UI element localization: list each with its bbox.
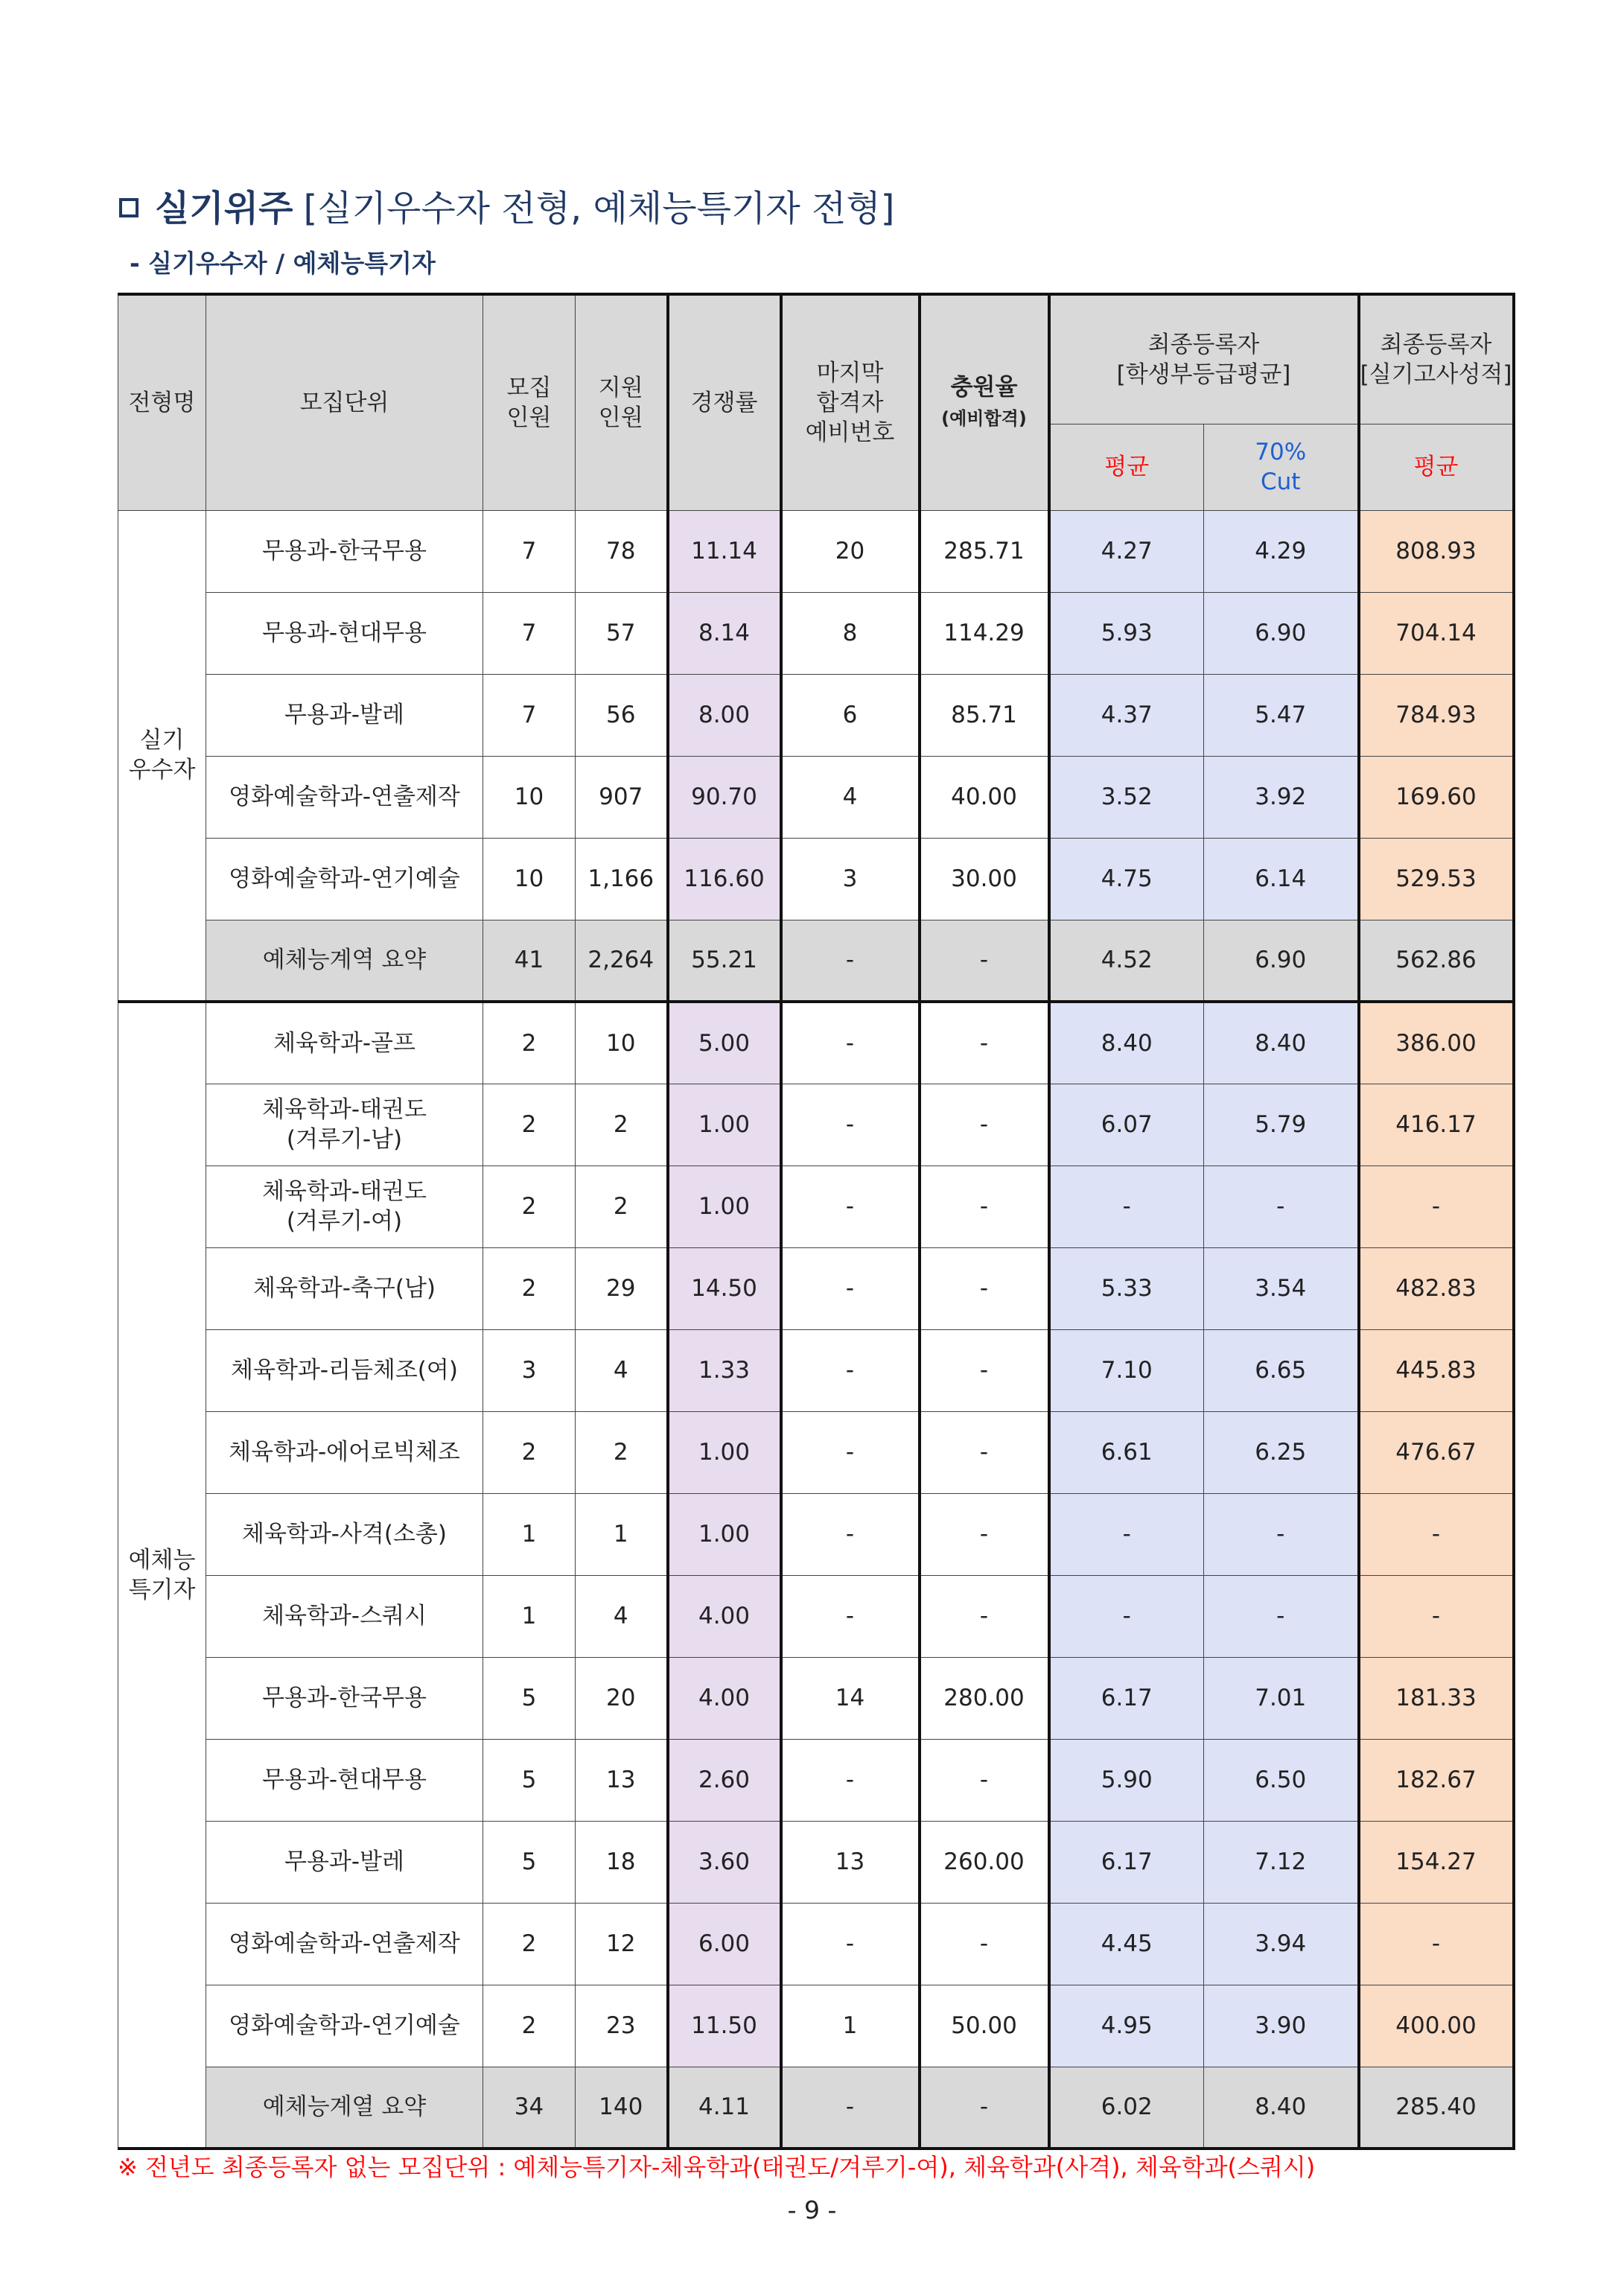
cell-unit: 영화예술학과-연기예술 <box>206 1985 483 2067</box>
cell-grade-cut: 8.40 <box>1204 2067 1359 2149</box>
cell-grade-cut: 7.01 <box>1204 1657 1359 1739</box>
table-row <box>118 1411 1514 1493</box>
table-row <box>118 592 1514 674</box>
cell-exam-avg: - <box>1359 1575 1514 1657</box>
admission-results-table <box>118 293 1515 2150</box>
cell-last-waitlist: - <box>781 1084 920 1166</box>
section-subtitle: - 실기우수자 / 예체능특기자 <box>130 249 436 278</box>
table-row <box>118 1247 1514 1329</box>
cell-fill-rate: - <box>920 1002 1049 1084</box>
table-row <box>118 1739 1514 1821</box>
cell-fill-rate: 285.71 <box>920 510 1049 592</box>
header-last-waitlist: 마지막 합격자 예비번호 <box>781 294 920 510</box>
table-row <box>118 1657 1514 1739</box>
cell-unit: 무용과-한국무용 <box>206 510 483 592</box>
cell-exam-avg: 154.27 <box>1359 1821 1514 1903</box>
cell-last-waitlist: 4 <box>781 756 920 838</box>
cell-ratio: 3.60 <box>668 1821 781 1903</box>
cell-exam-avg: 182.67 <box>1359 1739 1514 1821</box>
cell-grade-avg: - <box>1049 1575 1204 1657</box>
cell-exam-avg: 704.14 <box>1359 592 1514 674</box>
cell-fill-rate: - <box>920 1411 1049 1493</box>
cell-ratio: 8.14 <box>668 592 781 674</box>
cell-exam-avg: 169.60 <box>1359 756 1514 838</box>
cell-ratio: 8.00 <box>668 674 781 756</box>
cell-applicants: 56 <box>576 674 668 756</box>
cell-exam-avg: 416.17 <box>1359 1084 1514 1166</box>
cell-grade-cut: 3.94 <box>1204 1903 1359 1985</box>
cell-applicants: 2 <box>576 1084 668 1166</box>
cell-grade-cut: 8.40 <box>1204 1002 1359 1084</box>
cell-last-waitlist: - <box>781 1329 920 1411</box>
cell-fill-rate: 260.00 <box>920 1821 1049 1903</box>
cell-last-waitlist: - <box>781 1002 920 1084</box>
cell-applicants: 78 <box>576 510 668 592</box>
cell-grade-avg: 6.07 <box>1049 1084 1204 1166</box>
cell-applicants: 907 <box>576 756 668 838</box>
summary-row <box>118 2067 1514 2149</box>
cell-unit: 체육학과-태권도 (겨루기-남) <box>206 1084 483 1166</box>
cell-quota: 2 <box>483 1411 576 1493</box>
cell-applicants: 29 <box>576 1247 668 1329</box>
cell-last-waitlist: 13 <box>781 1821 920 1903</box>
cell-quota: 2 <box>483 1247 576 1329</box>
table-row <box>118 838 1514 920</box>
cell-applicants: 2 <box>576 1166 668 1247</box>
cell-last-waitlist: - <box>781 1903 920 1985</box>
cell-grade-cut: 4.29 <box>1204 510 1359 592</box>
cell-grade-avg: 4.75 <box>1049 838 1204 920</box>
cell-last-waitlist: - <box>781 2067 920 2149</box>
cell-ratio: 2.60 <box>668 1739 781 1821</box>
cell-exam-avg: 181.33 <box>1359 1657 1514 1739</box>
cell-unit: 체육학과-사격(소총) <box>206 1493 483 1575</box>
cell-exam-avg: 445.83 <box>1359 1329 1514 1411</box>
cell-fill-rate: 50.00 <box>920 1985 1049 2067</box>
cell-quota: 1 <box>483 1493 576 1575</box>
cell-quota: 5 <box>483 1739 576 1821</box>
table-row <box>118 1329 1514 1411</box>
cell-quota: 5 <box>483 1657 576 1739</box>
cell-ratio: 6.00 <box>668 1903 781 1985</box>
cell-quota: 1 <box>483 1575 576 1657</box>
cell-unit: 예체능계역 요약 <box>206 920 483 1002</box>
cell-fill-rate: - <box>920 1739 1049 1821</box>
table-row <box>118 510 1514 592</box>
cell-ratio: 1.00 <box>668 1084 781 1166</box>
cell-applicants: 2 <box>576 1411 668 1493</box>
cell-grade-avg: 6.17 <box>1049 1657 1204 1739</box>
cell-exam-avg: 808.93 <box>1359 510 1514 592</box>
header-type: 전형명 <box>118 294 206 510</box>
cell-ratio: 11.14 <box>668 510 781 592</box>
cell-quota: 5 <box>483 1821 576 1903</box>
cell-applicants: 140 <box>576 2067 668 2149</box>
cell-last-waitlist: 14 <box>781 1657 920 1739</box>
cell-last-waitlist: - <box>781 1493 920 1575</box>
cell-applicants: 23 <box>576 1985 668 2067</box>
cell-unit: 체육학과-태권도 (겨루기-여) <box>206 1166 483 1247</box>
cell-ratio: 14.50 <box>668 1247 781 1329</box>
header-fill-rate-label: 충원율 <box>950 373 1018 401</box>
cell-grade-avg: 6.61 <box>1049 1411 1204 1493</box>
header-fill-rate <box>920 294 1049 510</box>
cell-ratio: 4.00 <box>668 1657 781 1739</box>
cell-unit: 무용과-발레 <box>206 674 483 756</box>
cell-grade-cut: - <box>1204 1166 1359 1247</box>
cell-quota: 2 <box>483 1084 576 1166</box>
header-exam-avg: 평균 <box>1359 424 1514 510</box>
cell-applicants: 18 <box>576 1821 668 1903</box>
cell-ratio: 55.21 <box>668 920 781 1002</box>
cell-applicants: 1 <box>576 1493 668 1575</box>
cell-exam-avg: 784.93 <box>1359 674 1514 756</box>
cell-fill-rate: - <box>920 1903 1049 1985</box>
cell-fill-rate: 40.00 <box>920 756 1049 838</box>
cell-grade-avg: 5.93 <box>1049 592 1204 674</box>
cell-grade-avg: 5.33 <box>1049 1247 1204 1329</box>
cell-last-waitlist: - <box>781 1411 920 1493</box>
cell-grade-avg: 7.10 <box>1049 1329 1204 1411</box>
page-number: - 9 - <box>787 2195 837 2225</box>
cell-grade-cut: - <box>1204 1493 1359 1575</box>
cell-ratio: 4.11 <box>668 2067 781 2149</box>
cell-exam-avg: 476.67 <box>1359 1411 1514 1493</box>
cell-grade-cut: 6.90 <box>1204 592 1359 674</box>
header-quota: 모집 인원 <box>483 294 576 510</box>
cell-fill-rate: - <box>920 920 1049 1002</box>
cell-grade-avg: 4.45 <box>1049 1903 1204 1985</box>
table-row <box>118 1493 1514 1575</box>
header-fill-rate-sub: (예비합격) <box>941 407 1027 429</box>
table-row <box>118 1166 1514 1247</box>
cell-fill-rate: 280.00 <box>920 1657 1049 1739</box>
cell-fill-rate: - <box>920 2067 1049 2149</box>
cell-grade-cut: 6.25 <box>1204 1411 1359 1493</box>
cell-grade-avg: 4.52 <box>1049 920 1204 1002</box>
cell-fill-rate: - <box>920 1329 1049 1411</box>
group-name-cell: 실기 우수자 <box>118 510 206 1002</box>
cell-applicants: 13 <box>576 1739 668 1821</box>
cell-exam-avg: 285.40 <box>1359 2067 1514 2149</box>
cell-last-waitlist: 6 <box>781 674 920 756</box>
header-ratio: 경쟁률 <box>668 294 781 510</box>
cell-ratio: 1.33 <box>668 1329 781 1411</box>
table-row <box>118 1002 1514 1084</box>
cell-quota: 3 <box>483 1329 576 1411</box>
cell-quota: 34 <box>483 2067 576 2149</box>
cell-applicants: 12 <box>576 1903 668 1985</box>
group-name-cell: 예체능 특기자 <box>118 1002 206 2149</box>
cell-applicants: 2,264 <box>576 920 668 1002</box>
cell-last-waitlist: 3 <box>781 838 920 920</box>
cell-grade-avg: 3.52 <box>1049 756 1204 838</box>
cell-quota: 10 <box>483 756 576 838</box>
header-grade-avg: 평균 <box>1049 424 1204 510</box>
checkbox-bullet-icon <box>119 198 138 217</box>
table-row <box>118 1821 1514 1903</box>
cell-ratio: 1.00 <box>668 1166 781 1247</box>
cell-exam-avg: 386.00 <box>1359 1002 1514 1084</box>
cell-grade-cut: - <box>1204 1575 1359 1657</box>
summary-row <box>118 920 1514 1002</box>
footnote: ※ 전년도 최종등록자 없는 모집단위 : 예체능특기자-체육학과(태권도/겨루기-여), 체육학과(사격), 체육학과(스쿼시) <box>118 2153 1316 2181</box>
cell-fill-rate: - <box>920 1575 1049 1657</box>
header-exam-group: 최종등록자 [실기고사성적] <box>1359 294 1514 424</box>
cell-applicants: 10 <box>576 1002 668 1084</box>
cell-ratio: 5.00 <box>668 1002 781 1084</box>
cell-applicants: 20 <box>576 1657 668 1739</box>
page-title <box>119 185 895 232</box>
cell-last-waitlist: 8 <box>781 592 920 674</box>
cell-exam-avg: - <box>1359 1166 1514 1247</box>
cell-grade-cut: 6.90 <box>1204 920 1359 1002</box>
cell-quota: 2 <box>483 1166 576 1247</box>
cell-quota: 7 <box>483 510 576 592</box>
cell-last-waitlist: 20 <box>781 510 920 592</box>
cell-grade-avg: 4.37 <box>1049 674 1204 756</box>
table-row <box>118 1575 1514 1657</box>
cell-exam-avg: 562.86 <box>1359 920 1514 1002</box>
cell-unit: 체육학과-스쿼시 <box>206 1575 483 1657</box>
header-grade-cut: 70% Cut <box>1204 424 1359 510</box>
table-body <box>118 510 1514 2149</box>
cell-grade-avg: 5.90 <box>1049 1739 1204 1821</box>
cell-grade-cut: 3.92 <box>1204 756 1359 838</box>
cell-grade-cut: 3.90 <box>1204 1985 1359 2067</box>
cell-quota: 2 <box>483 1002 576 1084</box>
table-row <box>118 1084 1514 1166</box>
table-row <box>118 1903 1514 1985</box>
cell-ratio: 4.00 <box>668 1575 781 1657</box>
cell-grade-cut: 6.50 <box>1204 1739 1359 1821</box>
cell-unit: 무용과-현대무용 <box>206 592 483 674</box>
cell-last-waitlist: - <box>781 1575 920 1657</box>
cell-applicants: 57 <box>576 592 668 674</box>
cell-quota: 7 <box>483 592 576 674</box>
cell-grade-avg: 4.95 <box>1049 1985 1204 2067</box>
cell-quota: 41 <box>483 920 576 1002</box>
cell-last-waitlist: 1 <box>781 1985 920 2067</box>
table-row <box>118 756 1514 838</box>
cell-quota: 2 <box>483 1985 576 2067</box>
cell-grade-avg: - <box>1049 1166 1204 1247</box>
cell-unit: 체육학과-에어로빅체조 <box>206 1411 483 1493</box>
cell-grade-cut: 3.54 <box>1204 1247 1359 1329</box>
table-row <box>118 674 1514 756</box>
cell-applicants: 1,166 <box>576 838 668 920</box>
cell-grade-avg: 6.17 <box>1049 1821 1204 1903</box>
cell-fill-rate: 85.71 <box>920 674 1049 756</box>
cell-unit: 무용과-현대무용 <box>206 1739 483 1821</box>
cell-grade-avg: 6.02 <box>1049 2067 1204 2149</box>
cell-quota: 2 <box>483 1903 576 1985</box>
cell-fill-rate: 114.29 <box>920 592 1049 674</box>
cell-last-waitlist: - <box>781 920 920 1002</box>
cell-grade-avg: - <box>1049 1493 1204 1575</box>
cell-exam-avg: 400.00 <box>1359 1985 1514 2067</box>
header-unit: 모집단위 <box>206 294 483 510</box>
header-grade-group: 최종등록자 [학생부등급평균] <box>1049 294 1359 424</box>
cell-applicants: 4 <box>576 1575 668 1657</box>
cell-unit: 예체능계열 요약 <box>206 2067 483 2149</box>
cell-exam-avg: - <box>1359 1493 1514 1575</box>
cell-ratio: 11.50 <box>668 1985 781 2067</box>
cell-grade-cut: 7.12 <box>1204 1821 1359 1903</box>
title-main: 실기위주 <box>155 188 293 229</box>
cell-fill-rate: - <box>920 1493 1049 1575</box>
cell-grade-cut: 5.79 <box>1204 1084 1359 1166</box>
cell-ratio: 90.70 <box>668 756 781 838</box>
cell-grade-avg: 4.27 <box>1049 510 1204 592</box>
cell-unit: 영화예술학과-연기예술 <box>206 838 483 920</box>
cell-grade-cut: 6.65 <box>1204 1329 1359 1411</box>
cell-exam-avg: 482.83 <box>1359 1247 1514 1329</box>
title-sub: [실기우수자 전형, 예체능특기자 전형] <box>303 188 895 229</box>
cell-unit: 무용과-발레 <box>206 1821 483 1903</box>
cell-fill-rate: - <box>920 1166 1049 1247</box>
cell-unit: 영화예술학과-연출제작 <box>206 1903 483 1985</box>
cell-exam-avg: 529.53 <box>1359 838 1514 920</box>
cell-exam-avg: - <box>1359 1903 1514 1985</box>
header-applicants: 지원 인원 <box>576 294 668 510</box>
cell-ratio: 1.00 <box>668 1493 781 1575</box>
cell-grade-avg: 8.40 <box>1049 1002 1204 1084</box>
cell-unit: 무용과-한국무용 <box>206 1657 483 1739</box>
cell-fill-rate: - <box>920 1247 1049 1329</box>
table-row <box>118 1985 1514 2067</box>
cell-unit: 체육학과-리듬체조(여) <box>206 1329 483 1411</box>
cell-grade-cut: 6.14 <box>1204 838 1359 920</box>
cell-last-waitlist: - <box>781 1166 920 1247</box>
cell-ratio: 1.00 <box>668 1411 781 1493</box>
cell-unit: 영화예술학과-연출제작 <box>206 756 483 838</box>
cell-fill-rate: 30.00 <box>920 838 1049 920</box>
cell-ratio: 116.60 <box>668 838 781 920</box>
cell-quota: 7 <box>483 674 576 756</box>
cell-unit: 체육학과-골프 <box>206 1002 483 1084</box>
cell-quota: 10 <box>483 838 576 920</box>
cell-applicants: 4 <box>576 1329 668 1411</box>
cell-grade-cut: 5.47 <box>1204 674 1359 756</box>
cell-last-waitlist: - <box>781 1247 920 1329</box>
cell-unit: 체육학과-축구(남) <box>206 1247 483 1329</box>
cell-last-waitlist: - <box>781 1739 920 1821</box>
cell-fill-rate: - <box>920 1084 1049 1166</box>
